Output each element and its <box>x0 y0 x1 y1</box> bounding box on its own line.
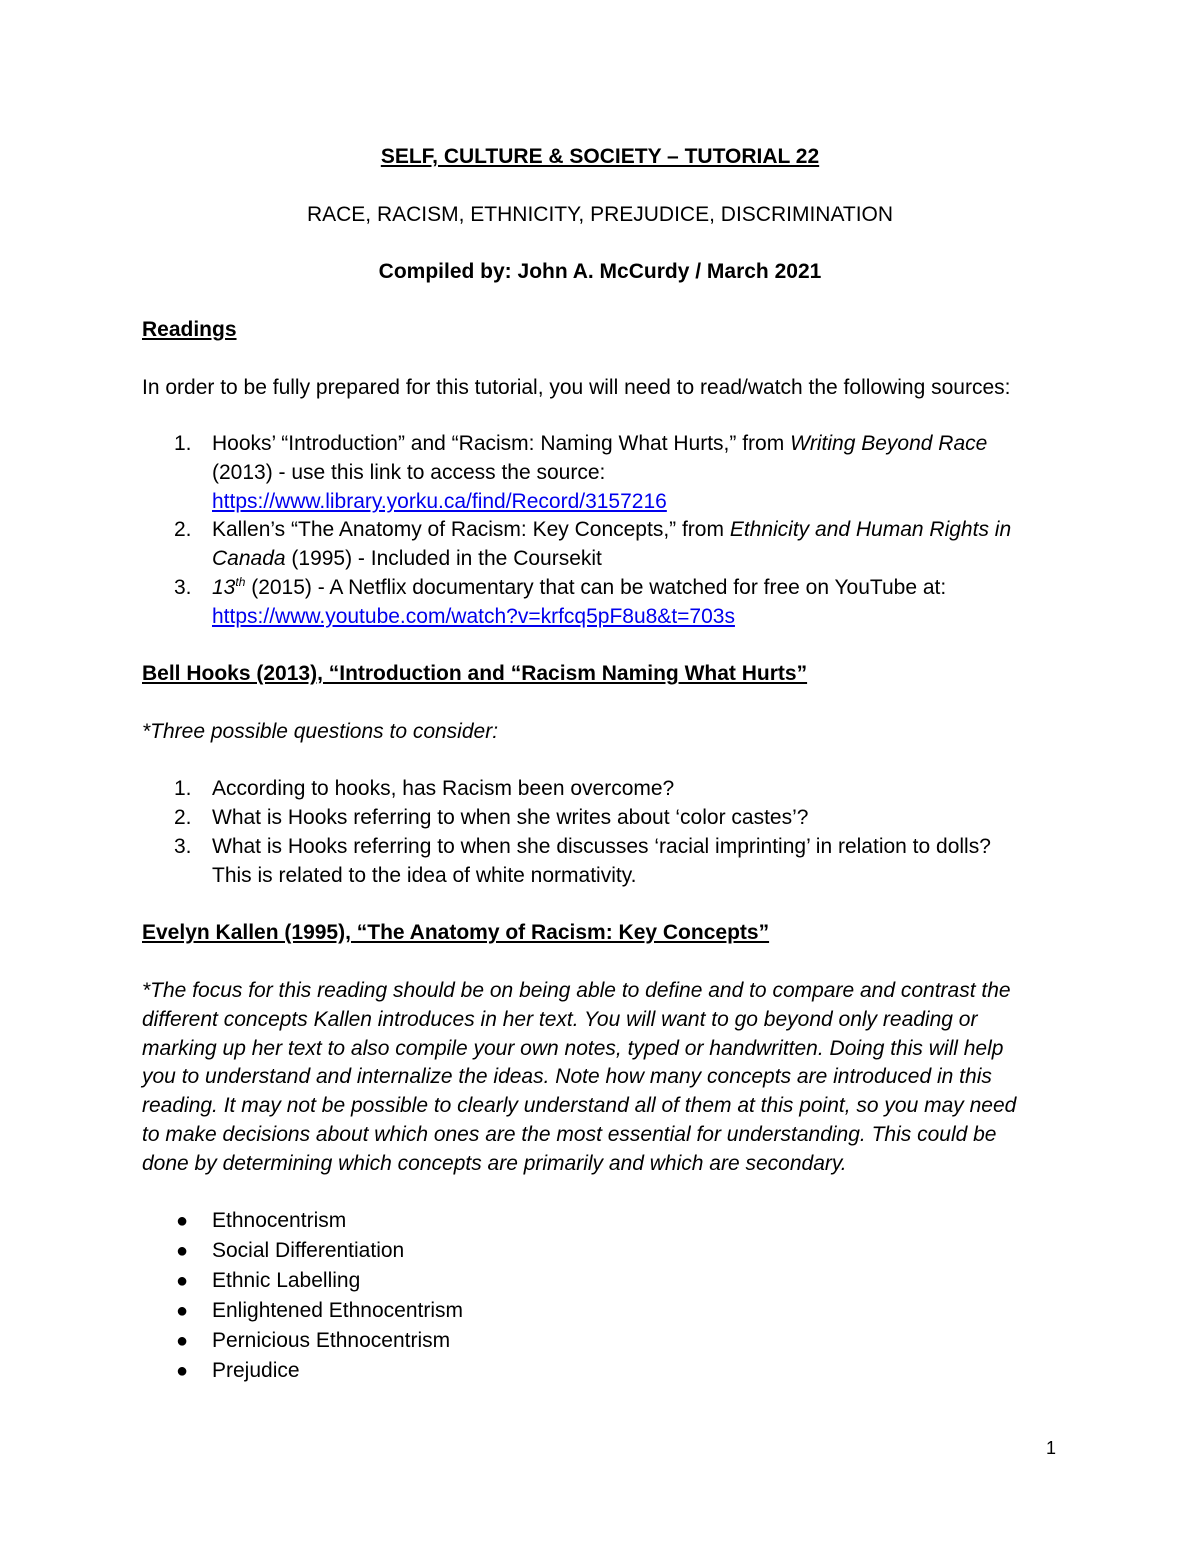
reading-2-book-title: Ethnicity and Human Rights in <box>729 518 1012 541</box>
hooks-heading: Bell Hooks (2013), “Introduction and “Racism Naming What Hurts” <box>142 662 808 685</box>
reading-3-rest: (2015) - A Netflix documentary that can be watched for free on YouTube at: <box>245 576 947 599</box>
concept-item: Ethnocentrism <box>212 1209 347 1232</box>
reading-1-link[interactable]: https://www.library.yorku.ca/find/Record/3157216 <box>212 490 667 513</box>
reading-1-text: Hooks’ “Introduction” and “Racism: Naming What Hurts,” from <box>212 432 791 455</box>
kallen-focus-line: marking up her text to also compile your own notes, typed or handwritten. Doing this will help <box>142 1037 1004 1060</box>
reading-3-link-line <box>212 603 735 631</box>
kallen-focus-line: done by determining which concepts are primarily and which are secondary. <box>142 1152 847 1175</box>
reading-2-line1 <box>212 516 1011 544</box>
bullet-icon: ● <box>176 1330 189 1352</box>
bullet-icon: ● <box>176 1270 189 1292</box>
kallen-focus-line: different concepts Kallen introduces in her text. You will want to go beyond only reading or <box>142 1008 978 1031</box>
reading-2-rest: (1995) - Included in the Coursekit <box>285 547 602 570</box>
kallen-focus-line: to make decisions about which ones are the most essential for understanding. This could be <box>142 1123 997 1146</box>
reading-1-line2: (2013) - use this link to access the source: <box>212 461 606 484</box>
topic-title: RACE, RACISM, ETHNICITY, PREJUDICE, DISCRIMINATION <box>306 203 894 226</box>
reading-2-line2 <box>212 545 602 573</box>
reading-1-number: 1. <box>174 432 192 455</box>
reading-3-film-title: 13 <box>212 576 236 599</box>
question-3-text-cont: This is related to the idea of white normativity. <box>212 864 637 887</box>
question-1-text: According to hooks, has Racism been overcome? <box>212 777 675 800</box>
bullet-icon: ● <box>176 1240 189 1262</box>
page-number: 1 <box>1046 1438 1057 1458</box>
reading-2-book-title-cont: Canada <box>212 547 286 570</box>
concept-item: Ethnic Labelling <box>212 1269 361 1292</box>
reading-1-book-title: Writing Beyond Race <box>790 432 988 455</box>
kallen-focus-line: *The focus for this reading should be on being able to define and to compare and contrast the <box>142 979 1011 1002</box>
concept-item: Enlightened Ethnocentrism <box>212 1299 463 1322</box>
reading-3-film-sup: th <box>235 575 246 589</box>
question-2-text: What is Hooks referring to when she writes about ‘color castes’? <box>212 806 809 829</box>
kallen-focus-line: reading. It may not be possible to clearly understand all of them at this point, so you may need <box>142 1094 1017 1117</box>
reading-3-number: 3. <box>174 576 192 599</box>
question-1-number: 1. <box>174 777 192 800</box>
bullet-icon: ● <box>176 1360 189 1382</box>
concept-item: Social Differentiation <box>212 1239 405 1262</box>
reading-2-number: 2. <box>174 518 192 541</box>
kallen-heading: Evelyn Kallen (1995), “The Anatomy of Racism: Key Concepts” <box>142 921 770 944</box>
bullet-icon: ● <box>176 1210 189 1232</box>
question-3-number: 3. <box>174 835 192 858</box>
reading-3-link[interactable]: https://www.youtube.com/watch?v=krfcq5pF8u8&t=703s <box>212 605 735 628</box>
question-3-text: What is Hooks referring to when she discusses ‘racial imprinting’ in relation to dolls? <box>212 835 991 858</box>
hooks-prompt: *Three possible questions to consider: <box>142 720 499 743</box>
compiled-by: Compiled by: John A. McCurdy / March 2021 <box>378 260 822 283</box>
kallen-focus-line: you to understand and internalize the ideas. Note how many concepts are introduced in this <box>142 1065 992 1088</box>
question-2-number: 2. <box>174 806 192 829</box>
reading-1-line1 <box>212 430 987 458</box>
readings-intro: In order to be fully prepared for this tutorial, you will need to read/watch the following sources: <box>142 376 1011 399</box>
concept-item: Prejudice <box>212 1359 300 1382</box>
readings-heading: Readings <box>142 318 237 341</box>
course-title: SELF, CULTURE & SOCIETY – TUTORIAL 22 <box>380 145 820 168</box>
reading-2-text: Kallen’s “The Anatomy of Racism: Key Concepts,” from <box>212 518 730 541</box>
reading-1-link-line <box>212 488 667 516</box>
bullet-icon: ● <box>176 1300 189 1322</box>
concept-item: Pernicious Ethnocentrism <box>212 1329 451 1352</box>
reading-3-line1 <box>212 574 946 602</box>
